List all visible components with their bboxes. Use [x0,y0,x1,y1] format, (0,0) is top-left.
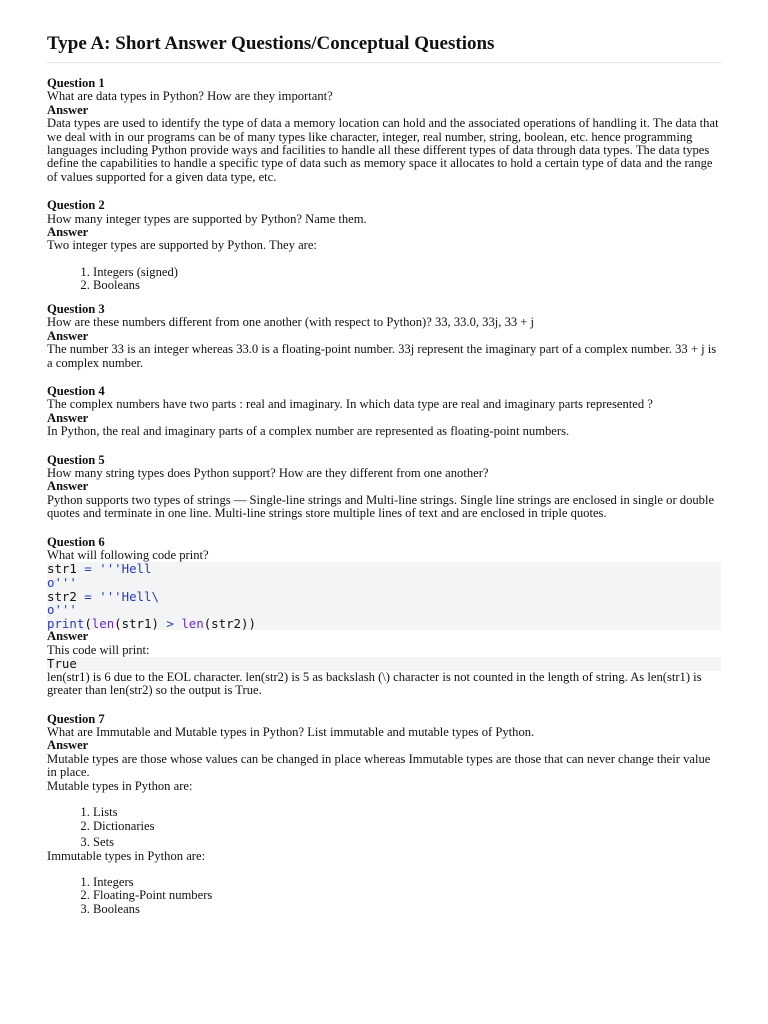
list-item: 2. Booleans [93,279,721,293]
answer-5-text: Python supports two types of strings — Single-line strings and Multi-line strings. Single line strings are enclosed in single or double quotes and terminate in one line. Multi-line strings store multiple lines of text and are enclosed in triple quotes. [47,492,715,521]
code-token: len [181,615,204,631]
code-token: print [47,615,85,631]
question-3-label: Question 3 [47,301,105,316]
code-token: len [91,615,115,631]
list-item: 3. Sets [93,836,721,850]
code-token: '''Hell\ [99,588,159,604]
answer-5-label: Answer [47,479,89,494]
question-5 [47,454,721,521]
question-7-text: What are Immutable and Mutable types in Python? List immutable and mutable types of Python. [47,724,535,739]
code-output: True [47,657,721,671]
answer-6-explanation: len(str1) is 6 due to the EOL character. len(str2) is 5 as backslash (\) character is not counted in the length of string. As len(str1) is greater than len(str2) so the output is True. [47,669,702,698]
code-line: o''' [47,602,77,618]
code-line [47,562,721,576]
question-3-text: How are these numbers different from one another (with respect to Python)? 33, 33.0, 33j, 33 + j [47,315,535,330]
answer-2-text: Two integer types are supported by Python. They are: [47,238,317,253]
answer-7-text: Mutable types are those whose values can be changed in place whereas Immutable types are those that can never change their value in place. [47,751,711,780]
list-item: 2. Floating-Point numbers [93,889,721,903]
code-line: o''' [47,574,77,590]
list-item: 2. Dictionaries [93,820,721,834]
question-2-text: How many integer types are supported by Python? Name them. [47,211,367,226]
question-6-text: What will following code print? [47,547,209,562]
question-5-label: Question 5 [47,452,105,467]
code-token: (str1) [114,615,167,631]
code-token: > [166,615,174,631]
answer-6-intro: This code will print: [47,642,150,657]
list-item: 1. Integers [93,876,721,890]
answer-3-label: Answer [47,328,89,343]
question-4-text: The complex numbers have two parts : real and imaginary. In which data type are real and imaginary parts represented ? [47,397,653,412]
answer-3-text: The number 33 is an integer whereas 33.0 is a floating-point number. 33j represent the imaginary part of a complex number. 33 + j is a complex number. [47,342,717,370]
question-4 [47,385,721,439]
code-token: ( [84,615,92,631]
question-2 [47,199,721,293]
code-token: = [76,561,100,577]
code-token: (str2)) [203,615,256,631]
question-1 [47,77,721,184]
question-6 [47,536,721,698]
code-token: str1 [47,561,77,577]
answer-7-label: Answer [47,738,89,753]
immutable-heading: Immutable types in Python are: [47,848,206,863]
code-line [47,590,721,604]
question-1-label: Question 1 [47,76,105,90]
integer-types-list [47,266,721,293]
question-2-label: Question 2 [47,198,105,213]
answer-4-label: Answer [47,410,89,425]
list-item: 1. Integers (signed) [93,266,721,280]
code-block [47,562,721,630]
mutable-types-list [47,806,721,850]
answer-6-label: Answer [47,629,89,644]
question-7 [47,713,721,917]
answer-1-text: Data types are used to identify the type of data a memory location can hold and the associated operations of handling it. The data that we deal with in our programs can be of many types like character, integer, real number, string, boolean, etc. hence programming languages including Python provide ways and facilities to handle all these different types of data through data types. The data types define the capabilities to handle a specific type of data such as memory space it allocates to hold a certain type of data and the range of values supported for a given data type, etc. [47,116,719,184]
page-title: Type A: Short Answer Questions/Conceptual Questions [47,32,721,63]
answer-2-label: Answer [47,225,89,240]
question-3 [47,303,721,370]
code-token: '''Hell [99,561,152,577]
code-token: str2 [47,588,77,604]
list-item: 3. Booleans [93,903,721,917]
mutable-heading: Mutable types in Python are: [47,778,193,793]
code-line [47,617,721,631]
question-7-label: Question 7 [47,711,105,726]
question-1-text: What are data types in Python? How are they important? [47,89,333,104]
document-page [47,32,721,926]
question-6-label: Question 6 [47,534,105,549]
list-item: 1. Lists [93,806,721,820]
answer-1-label: Answer [47,102,89,117]
question-5-text: How many string types does Python support? How are they different from one another? [47,465,489,480]
code-token: = [76,588,100,604]
immutable-types-list [47,876,721,917]
question-4-label: Question 4 [47,383,105,398]
answer-4-text: In Python, the real and imaginary parts of a complex number are represented as floating-point numbers. [47,424,570,439]
